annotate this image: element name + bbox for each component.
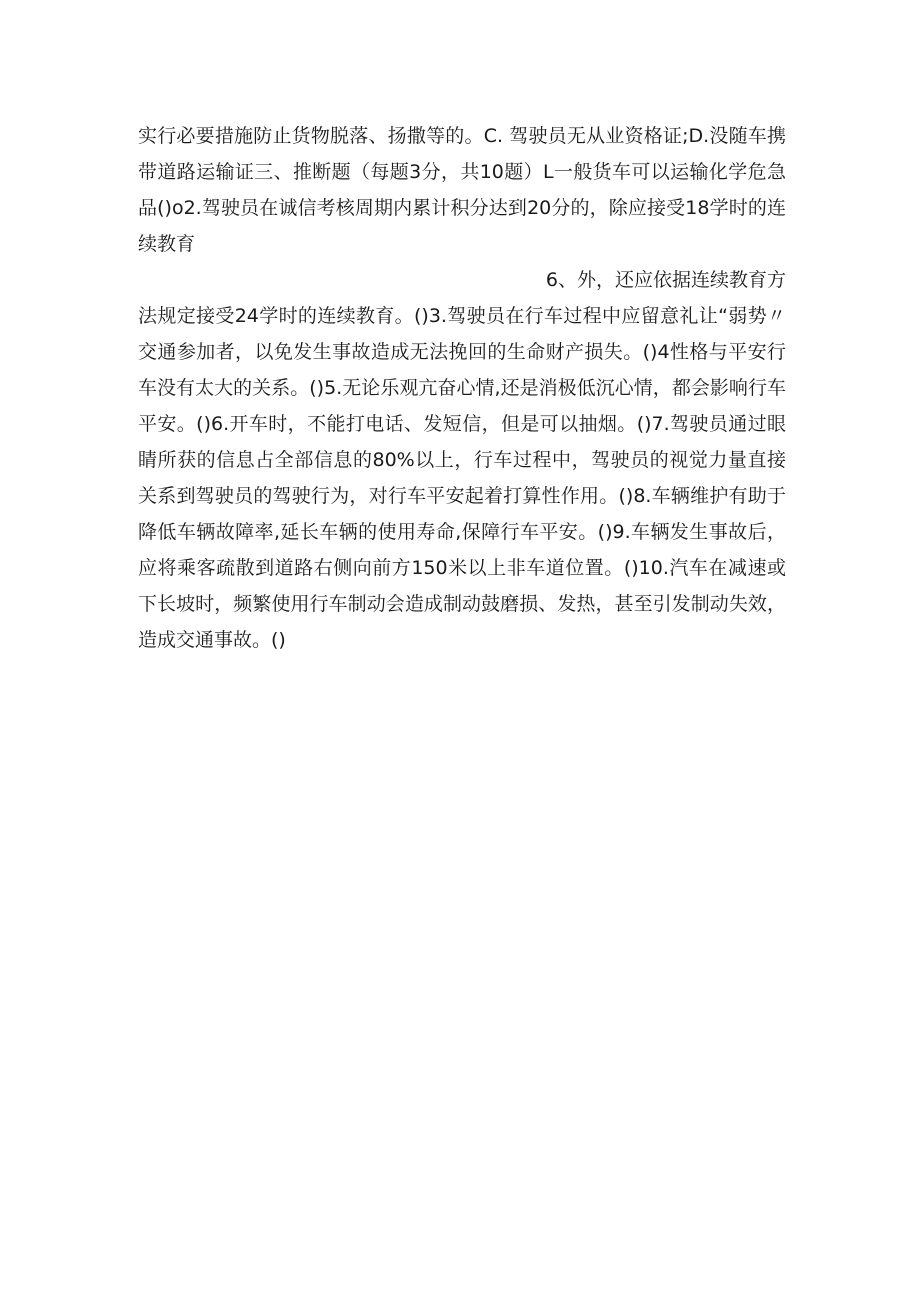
paragraph-1: 实行必要措施防止货物脱落、扬撒等的。C. 驾驶员无从业资格证;D.没随车携带道路运输证三、推断题（每题3分，共10题）L一般货车可以运输化学危急品()o2.驾驶员在诚信考核周期内累计积分达到20分的，除应接受18学时的连续教育 [138, 125, 786, 255]
paragraph-2: 6、外，还应依据连续教育方 [545, 269, 786, 291]
paragraph-3: 法规定接受24学时的连续教育。()3.驾驶员在行车过程中应留意礼让“弱势〃交通参加者，以免发生事故造成无法挽回的生命财产损失。()4性格与平安行车没有太大的关系。()5.无论乐观亢奋心情,还是消极低沉心情，都会影响行车平安。()6.开车时，不能打电话、发短信，但是可以抽烟。()7.驾驶员通过眼睛所获的信息占全部信息的80%以上，行车过程中，驾驶员的视觉力量直接关系到驾驶员的驾驶行为，对行车平安起着打算性作用。()8.车辆维护有助于降低车辆故障率,延长车辆的使用寿命,保障行车平安。()9.车辆发生事故后，应将乘客疏散到道路右侧向前方150米以上非车道位置。()10.汽车在减速或下长坡时，频繁使用行车制动会造成制动鼓磨损、发热，甚至引发制动失效，造成交通事故。() [138, 305, 786, 651]
document-body [138, 118, 786, 658]
